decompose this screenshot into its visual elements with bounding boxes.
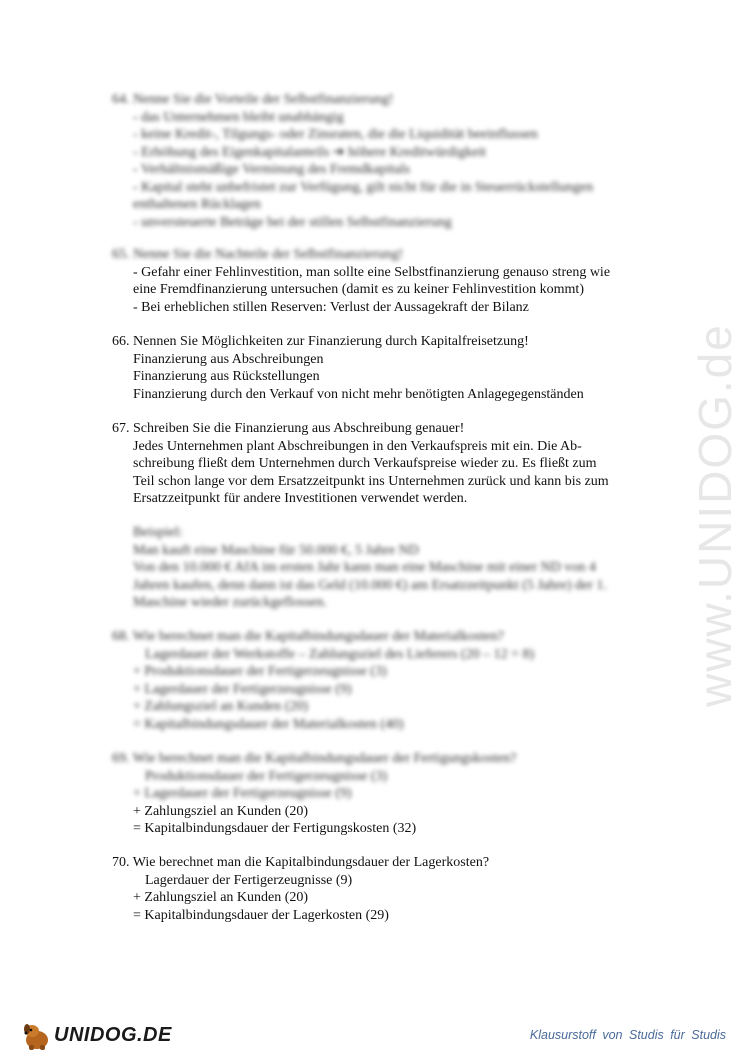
answer-line: Ersatzzeitpunkt für andere Investitionen verwendet werden.	[133, 491, 468, 506]
question-title: 66. Nennen Sie Möglichkeiten zur Finanzierung durch Kapitalfreisetzung!	[112, 334, 529, 349]
example-line: Jahren kaufen, denn dann ist das Geld (10.000 €) am Ersatzzeitpunkt (5 Jahre) der 1.	[133, 577, 607, 593]
question-70	[112, 854, 672, 924]
answer-line: Jedes Unternehmen plant Abschreibungen in den Verkaufspreis mit ein. Die Ab-	[133, 438, 582, 454]
example-line: Von den 10.000 € AfA im ersten Jahr kann man eine Maschine mit einer ND von 4	[133, 560, 596, 575]
answer-line: Teil schon lange vor dem Ersatzzeitpunkt ins Unternehmen zurück und kann bis zum	[133, 473, 609, 489]
answer-line: - keine Kredit-, Tilgungs- oder Zinsraten, die die Liquidität beeinflussen	[133, 127, 538, 142]
answer-line: - Gefahr einer Fehlinvestition, man sollte eine Selbstfinanzierung genauso streng wie	[133, 264, 611, 280]
answer-line: Finanzierung aus Abschreibungen	[133, 351, 324, 367]
answer-line: + Lagerdauer der Fertigerzeugnisse (9)	[133, 786, 352, 801]
question-title: 65. Nenne Sie die Nachteile der Selbstfinanzierung!	[112, 247, 404, 262]
example-line: Beispiel:	[133, 525, 183, 540]
answer-line: + Lagerdauer der Fertigerzeugnisse (9)	[133, 681, 352, 697]
answer-line: schreibung fließt dem Unternehmen durch Verkaufspreise wieder zu. Es fließt zum	[133, 456, 597, 471]
watermark: www.UNIDOG.de	[689, 323, 741, 707]
answer-line: + Zahlungsziel an Kunden (20)	[133, 699, 309, 714]
answer-line: = Kapitalbindungsdauer der Materialkosten (40)	[133, 716, 404, 732]
footer-tagline: Klausurstoff von Studis für Studis	[529, 1028, 726, 1042]
answer-line: - Bei erheblichen stillen Reserven: Verlust der Aussagekraft der Bilanz	[133, 299, 529, 315]
answer-line: = Kapitalbindungsdauer der Lagerkosten (29)	[133, 907, 389, 923]
dog-mascot-icon	[20, 1018, 54, 1052]
answer-line: - Kapital steht unbefristet zur Verfügung, gilt nicht für die in Steuerrückstellungen	[133, 179, 594, 195]
logo-text: UNIDOG.DE	[54, 1024, 172, 1046]
question-title: 64. Nenne Sie die Vorteile der Selbstfinanzierung!	[112, 92, 394, 107]
question-68	[112, 628, 672, 733]
answer-line: enthaltenen Rücklagen	[133, 197, 261, 212]
question-67	[112, 420, 672, 508]
question-title: 69. Wie berechnet man die Kapitalbindungsdauer der Fertigungskosten?	[112, 751, 517, 766]
answer-line: - Erhöhung des Eigenkapitalanteils ➔ höhere Kreditwürdigkeit	[133, 144, 487, 160]
example-line: Man kauft eine Maschine für 50.000 €, 5 Jahre ND	[133, 542, 419, 558]
question-title: 67. Schreiben Sie die Finanzierung aus Abschreibung genauer!	[112, 421, 465, 436]
answer-line: - das Unternehmen bleibt unabhängig	[133, 109, 344, 125]
answer-line: eine Fremdfinanzierung untersuchen (damit es zu keiner Fehlinvestition kommt)	[133, 282, 584, 297]
answer-line: = Kapitalbindungsdauer der Fertigungskosten (32)	[133, 821, 417, 836]
answer-line: - Verhältnismäßige Verminung des Fremdkapitals	[133, 162, 411, 177]
answer-line: Produktionsdauer der Fertigerzeugnisse (3)	[145, 768, 388, 784]
answer-line: - unversteuerte Beträge bei der stillen Selbstfinanzierung	[133, 214, 452, 230]
example-line: Maschine wieder zurückgeflossen.	[133, 595, 327, 610]
question-title: 68. Wie berechnet man die Kapitalbindungsdauer der Materialkosten?	[112, 629, 504, 644]
question-64	[112, 91, 672, 231]
question-69	[112, 750, 672, 838]
answer-line: Finanzierung durch den Verkauf von nicht mehr benötigten Anlagegegenständen	[133, 386, 584, 402]
example-67	[112, 524, 672, 612]
answer-line: + Zahlungsziel an Kunden (20)	[133, 890, 309, 905]
question-65	[112, 246, 672, 316]
unidog-logo[interactable]	[20, 1018, 172, 1052]
question-title: 70. Wie berechnet man die Kapitalbindungsdauer der Lagerkosten?	[112, 855, 490, 870]
answer-line: + Produktionsdauer der Fertigerzeugnisse (3)	[133, 664, 387, 679]
question-66	[112, 333, 672, 403]
answer-line: + Zahlungsziel an Kunden (20)	[133, 803, 309, 819]
answer-line: Finanzierung aus Rückstellungen	[133, 369, 320, 384]
answer-line: Lagerdauer der Fertigerzeugnisse (9)	[145, 872, 353, 888]
answer-line: Lagerdauer der Werkstoffe – Zahlungsziel des Lieferers (20 – 12 = 8)	[145, 646, 535, 662]
